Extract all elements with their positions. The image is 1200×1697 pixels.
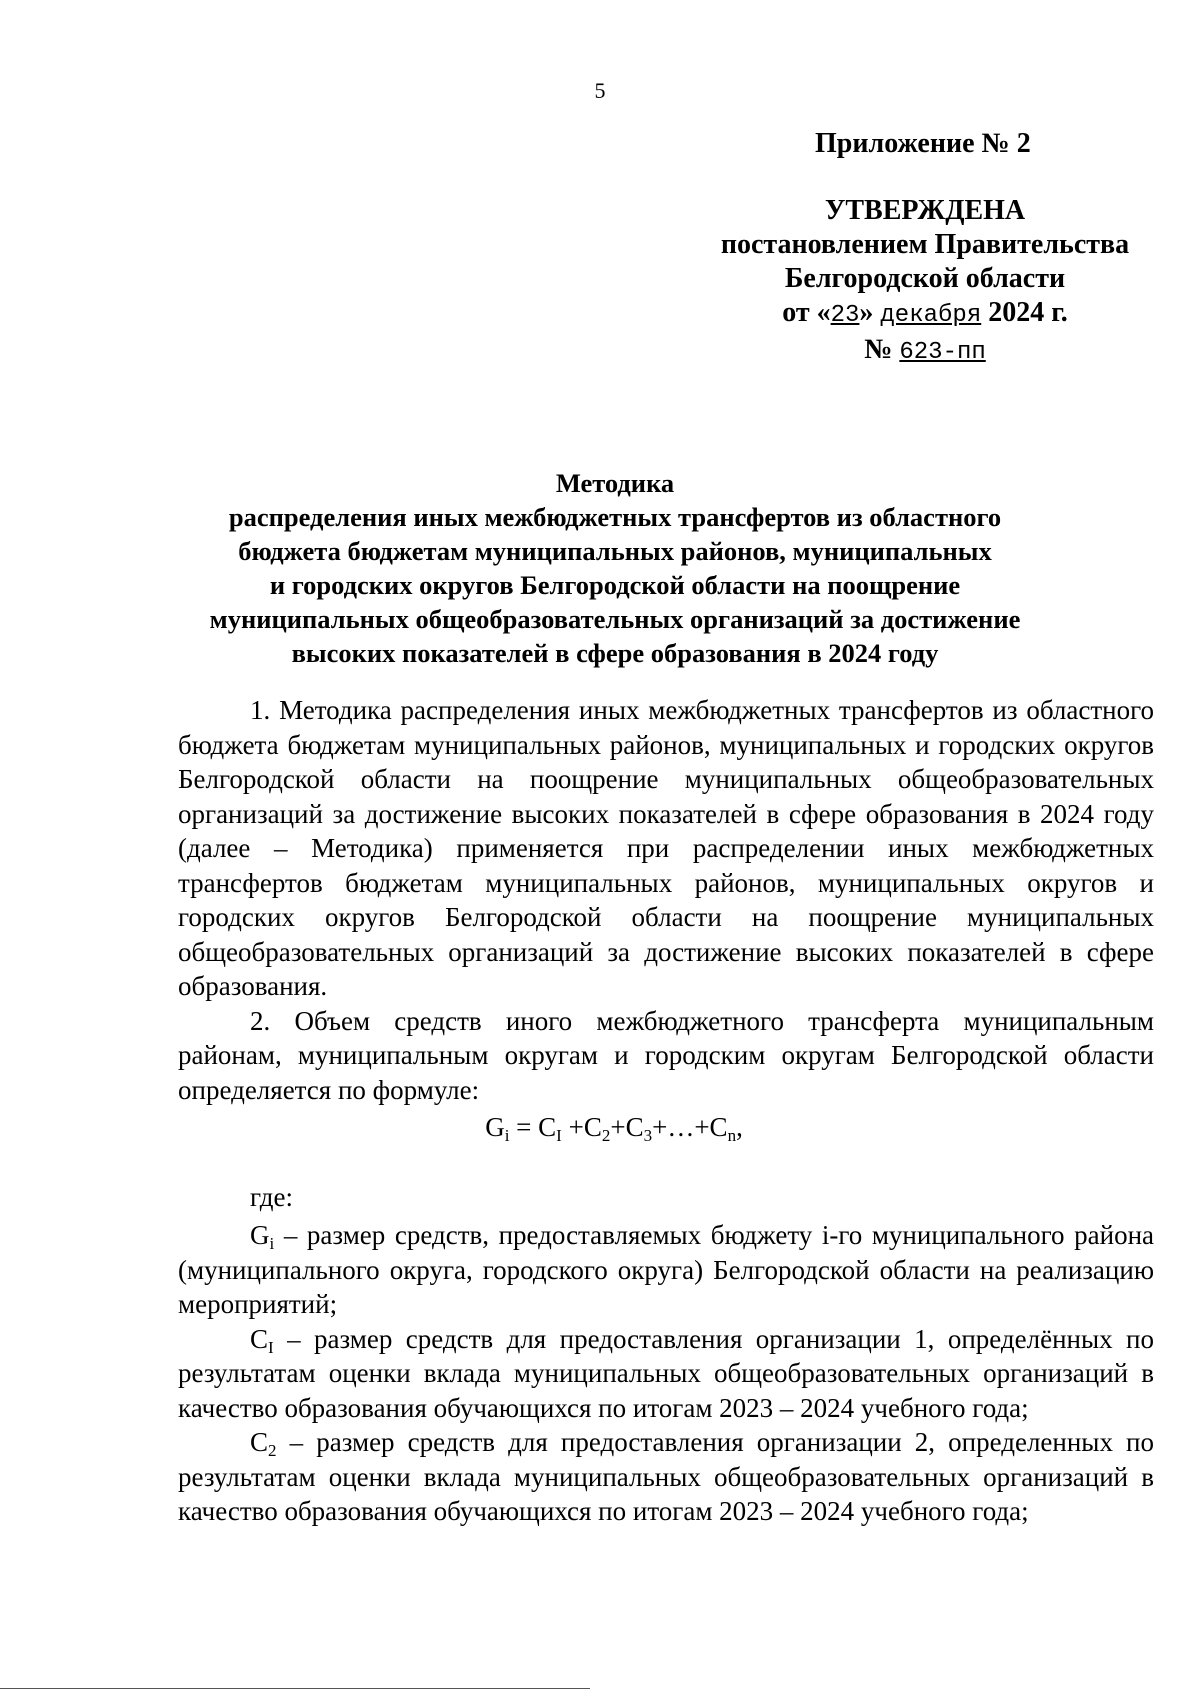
formula-sub: 2 bbox=[601, 1126, 611, 1145]
formula-part: = C bbox=[509, 1112, 557, 1142]
formula-part: +…+C bbox=[652, 1112, 728, 1142]
formula-part: , bbox=[736, 1112, 743, 1142]
page-bottom-rule bbox=[0, 1688, 590, 1689]
appendix-label: Приложение № 2 bbox=[815, 128, 1031, 159]
approval-title: УТВЕРЖДЕНА bbox=[824, 195, 1026, 226]
definition-sub: 2 bbox=[268, 1441, 277, 1460]
document-title bbox=[200, 466, 1030, 670]
approval-authority: постановлением Правительства bbox=[720, 229, 1130, 260]
definition-text: – размер средств, предоставляемых бюджету i-го муниципального района (муниципального округа, городского округа) Белгородской области на реализацию мероприятий; bbox=[178, 1220, 1154, 1319]
where-label: где: bbox=[250, 1182, 293, 1212]
title-line: бюджета бюджетам муниципальных районов, муниципальных bbox=[238, 536, 992, 566]
title-line: распределения иных межбюджетных трансфертов из областного bbox=[228, 502, 1002, 532]
definitions bbox=[178, 1218, 1154, 1529]
body-paragraphs bbox=[178, 693, 1154, 1107]
date-day: 23 bbox=[830, 302, 860, 329]
date-year: 2024 г. bbox=[981, 297, 1068, 328]
formula-sub: 3 bbox=[643, 1126, 653, 1145]
formula-sub: i bbox=[504, 1126, 510, 1145]
definition-symbol: C bbox=[250, 1427, 269, 1457]
definition-text: – размер средств для предоставления организации 2, определенных по результатам оценки вклада муниципальных общеобразовательных организаций в качество образования обучающихся по итогам 2023 – 2024 учебного года; bbox=[178, 1427, 1154, 1526]
date-prefix: от « bbox=[782, 297, 831, 328]
number-prefix: № bbox=[864, 334, 900, 365]
definition-text: – размер средств для предоставления организации 1, определённых по результатам оценки вклада муниципальных общеобразовательных организаций в качество образования обучающихся по итогам 2023 – 2024 учебного года; bbox=[178, 1323, 1154, 1423]
approval-date bbox=[700, 296, 1150, 333]
definition-sub: I bbox=[268, 1337, 274, 1357]
formula-g: G bbox=[485, 1112, 505, 1142]
paragraph-2: 2. Объем средств иного межбюджетного трансферта муниципальным районам, муниципальным округам и городским округам Белгородской области определяется по формуле: bbox=[178, 1005, 1154, 1105]
definition-c1 bbox=[178, 1322, 1154, 1426]
definition-c2 bbox=[178, 1425, 1154, 1529]
date-month: декабря bbox=[880, 302, 982, 329]
definition-symbol: G bbox=[250, 1220, 270, 1250]
definition-symbol: C bbox=[250, 1323, 269, 1354]
formula-part: +C bbox=[610, 1112, 644, 1142]
date-mid: » bbox=[859, 297, 881, 328]
definition-sub: i bbox=[269, 1234, 275, 1253]
formula-sub: n bbox=[727, 1126, 737, 1145]
formula bbox=[0, 1112, 1200, 1146]
approval-number bbox=[700, 333, 1150, 370]
paragraph-1: 1. Методика распределения иных межбюджетных трансфертов из областного бюджета бюджетам муниципальных районов, муниципальных и городских округов Белгородской области на поощрение муниципальных общеобразовательных организаций за достижение высоких показателей в сфере образования в 2024 году (далее – Методика) применяется при распределении иных межбюджетных трансфертов бюджетам муниципальных районов, муниципальных округов и городских округов Белгородской области на поощрение муниципальных общеобразовательных организаций за достижение высоких показателей в сфере образования. bbox=[178, 695, 1154, 1001]
title-line: и городских округов Белгородской области на поощрение bbox=[269, 570, 961, 600]
number-value: 623-пп bbox=[899, 339, 986, 366]
title-line: Методика bbox=[555, 468, 675, 498]
formula-part: +C bbox=[561, 1112, 602, 1142]
definition-g bbox=[178, 1218, 1154, 1322]
title-line: муниципальных общеобразовательных организаций за достижение bbox=[209, 604, 1021, 634]
title-line: высоких показателей в сфере образования в 2024 году bbox=[291, 638, 939, 668]
page-number: 5 bbox=[594, 78, 606, 103]
formula-sub: I bbox=[556, 1126, 562, 1145]
approval-region: Белгородской области bbox=[784, 263, 1066, 294]
approval-block bbox=[700, 194, 1150, 370]
